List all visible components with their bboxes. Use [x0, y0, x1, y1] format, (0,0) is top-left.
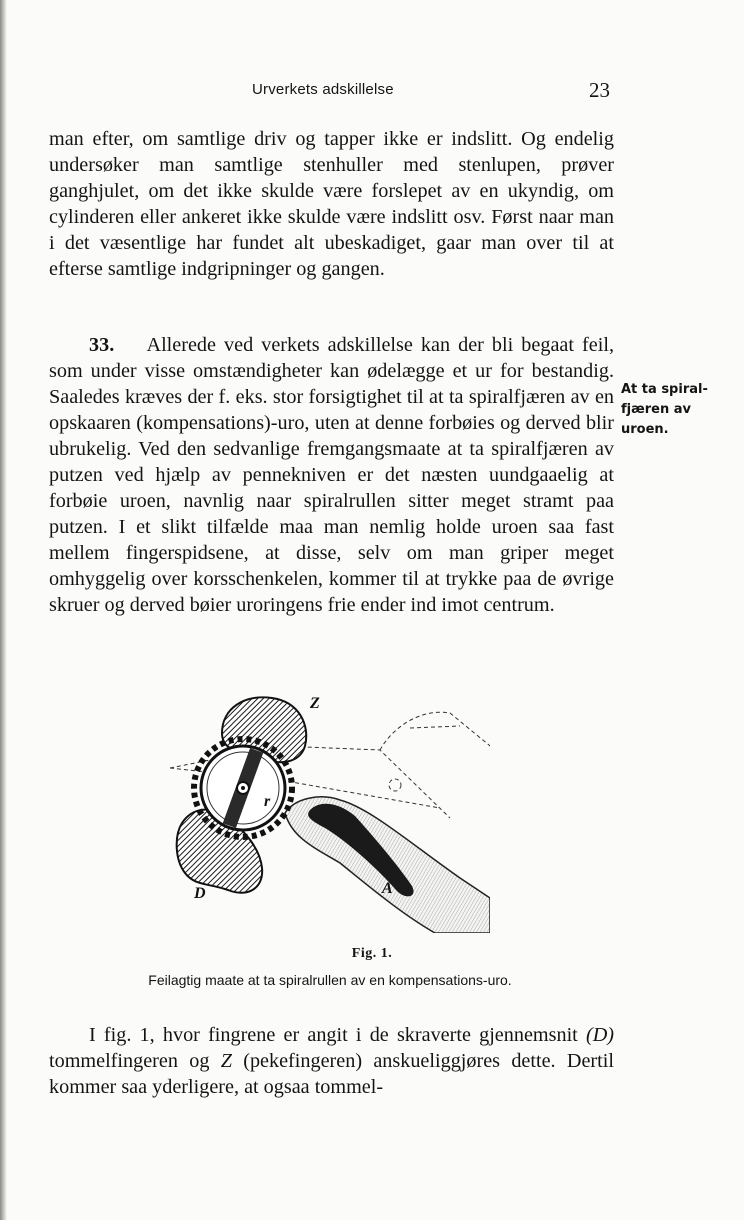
figure-illustration — [160, 688, 490, 933]
page-header — [0, 78, 744, 104]
p3-middle: tommelfingeren og — [49, 1050, 221, 1072]
margin-note-line-1: At ta spiral- — [621, 382, 708, 397]
p3-d-ref: (D) — [585, 1024, 614, 1046]
p3-suffix: (pekefingeren) anskueliggjøres dette. Dertil kommer saa yderligere, at ogsaa tommel- — [49, 1050, 614, 1098]
figure-label-d: D — [194, 885, 206, 902]
page-edge-shadow — [0, 0, 7, 1220]
figure-label-z: Z — [310, 695, 320, 712]
figure-label-r: r — [264, 793, 271, 810]
section-33-text: Allerede ved verkets adskillelse kan der bli begaat feil, som under visse omstændigheter kan ødelægge et ur for bestandig. Saaledes kræves der f. eks. stor forsigtighet til at ta spiralfjæren av en opskaaren (kompensations)-uro, uten at denne forbøies og derved blir ubrukelig. Ved den sedvanlige fremgangsmaate at ta spiralfjæren av putzen ved hjælp av pennekniven er det næsten uundgaaelig at forbøie uroen, navnlig naar spiralrullen sitter meget stramt paa putzen. I et slikt tilfælde maa man nemlig holde uroen saa fast mellem fingerspidsene, at disse, selv om man griper meget omhyggelig over korsschenkelen, kommer til at trykke paa de øvrige skruer og derved bøier uroringens frie ender ind imot centrum. — [49, 334, 614, 616]
running-title: Urverkets adskillelse — [252, 81, 394, 98]
p3-prefix: I fig. 1, hvor fingrene er angit i de skraverte gjennemsnit — [89, 1024, 586, 1046]
margin-note-line-3: uroen. — [621, 422, 669, 437]
margin-note-line-2: fjæren av — [621, 402, 691, 417]
p3-z-ref: Z — [220, 1050, 232, 1072]
finger-a — [285, 797, 490, 933]
figure-caption: Feilagtig maate at ta spiralrullen av en kompensations-uro. — [148, 972, 512, 988]
margin-note — [621, 380, 741, 440]
section-number: 33. — [89, 334, 115, 356]
paragraph-continuation: man efter, om samtlige driv og tapper ikke er indslitt. Og endelig undersøker man samtlige stenhuller med stenlupen, prøver ganghjulet, om det ikke skulde være forslepet av en ukyndig, om cylinderen eller ankeret ikke skulde være indslitt osv. Først naar man i det væsentlige har fundet alt ubeskadiget, gaar man over til at efterse samtlige indgripninger og gangen. — [49, 128, 614, 280]
paragraph-section-33 — [49, 332, 614, 618]
paragraph-figure-reference — [49, 1022, 614, 1100]
figure-number: Fig. 1. — [351, 946, 393, 961]
page-number: 23 — [589, 78, 610, 102]
figure-label-a: A — [382, 880, 393, 897]
